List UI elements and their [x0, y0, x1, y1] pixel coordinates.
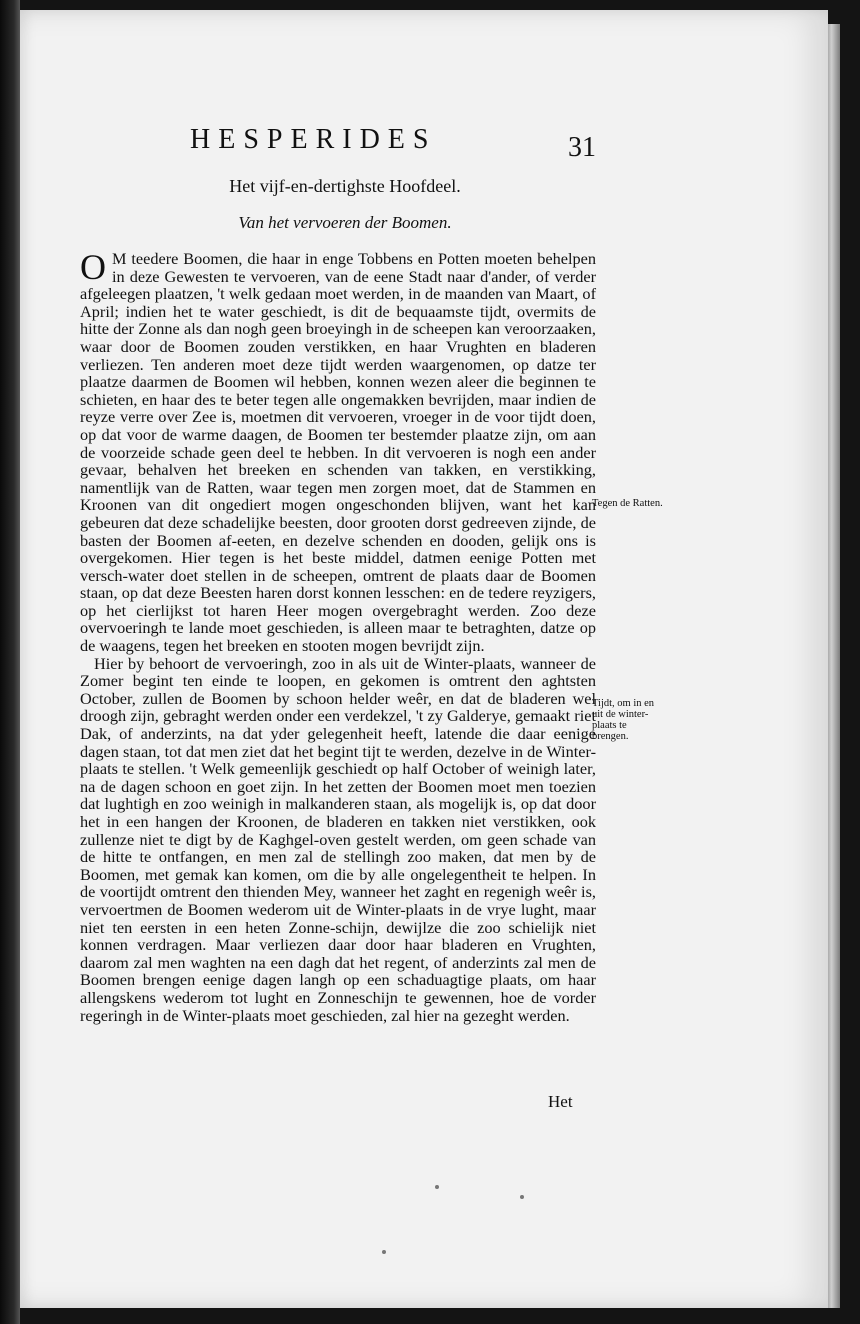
chapter-subtitle: Van het vervoeren der Boomen.: [238, 213, 452, 232]
catchword: Het: [548, 1092, 573, 1111]
running-title: HESPERIDES: [190, 124, 437, 155]
margin-note-rats: Tegen de Ratten.: [592, 498, 663, 509]
paper-spot: [382, 1250, 386, 1254]
chapter-title: Het vijf-en-dertighste Hoofdeel.: [229, 176, 461, 196]
paragraph-1: [80, 247, 596, 656]
body-text: [80, 247, 596, 1025]
page-number: 31: [568, 132, 596, 163]
paragraph-1-text: M teedere Boomen, die haar in enge Tobbens en Potten moeten behelpen in deze Gewesten te vervoeren, van de eene Stadt naar d'ander, of verder afgeleegen plaatzen, 't welk gedaan moet werden, in de maanden van Maart, of April; indien het te water geschiedt, is dit de bequaamste tijdt, overmits de hitte der Zonne als dan nogh geen broeyingh in de scheepen kan veroorzaaken, waar door de Boomen zouden verstikken, en haar Vrughten en bladeren verliezen. Ten anderen moet deze tijdt werden waargenomen, op datze ter plaatze daarmen de Boomen wil hebben, konnen wezen aleer die beginnen te schieten, en haar des te beter tegen alle ongemakken bevrijden, maar indien de reyze verre over Zee is, moetmen dit vervoeren, vroeger in de voor tijdt doen, op dat voor de warme daagen, de Boomen ter bestemder plaatze zijn, om aan de voorzeide schade geen deel te hebben. In dit vervoeren is nogh een ander gevaar, behalven het breeken en schenden van takken, en verstikking, namentlijk van de Ratten, waar tegen men zorgen moet, dat de Stammen en Kroonen van dit ongediert mogen ongeschonden blijven, want het kan gebeuren dat deze schadelijke beesten, door grooten dorst gedreeven zijnde, de basten der Boomen af-eeten, en dezelve schenden en dooden, gelijk ons is overgekomen. Hier tegen is het beste middel, datmen eenige Potten met versch-water doet stellen in de scheepen, omtrent de plaats daar de Boomen staan, op dat deze Beesten haren dorst konnen lesschen: en de tedere reyzigers, op het cierlijkst tot haren Heer mogen overgebraght werden. Zoo deze overvoeringh te lande moet geschieden, is alleen maar te betraghten, datze op de waagens, tegen het breeken en stooten mogen bevrijdt zijn.: [80, 249, 596, 656]
paper-spot: [435, 1185, 439, 1189]
drop-cap: O: [80, 247, 106, 287]
margin-note-winter-place: Tijdt, om in en uit de winter-plaats te brengen.: [592, 698, 655, 742]
book-spine-shadow: [0, 0, 20, 1324]
paper-spot: [520, 1195, 524, 1199]
paragraph-2: Hier by behoort de vervoeringh, zoo in als uit de Winter-plaats, wanneer de Zomer begint ten einde te loopen, en gekomen is omtrent den aghtsten October, zullen de Boomen by schoon helder weêr, en dat de bladeren wel droogh zijn, gebraght werden onder een verdekzel, 't zy Galderye, gemaakt riet Dak, of anderzints, na dat yder gelegenheit heeft, latende die daar eenige dagen staan, tot dat men ziet dat het begint tijt te werden, dezelve in de Winter-plaats te stellen. 't Welk gemeenlijk geschiedt op half October of weinigh later, na de dagen schoon en goet zijn. In het zetten der Boomen moet men toezien dat lughtigh en zoo weinigh in malkanderen staan, als mogelijk is, op dat door het in een hangen der Kroonen, de bladeren en takken niet verstikken, ook zullenze niet te digt by de Kaghgel-oven gestelt werden, om geen schade van de hitte te ontfangen, en men zal de stellingh zoo maken, dat men by de Boomen, met gemak kan komen, om die by alle ongelegentheit te helpen. In de voortijdt omtrent den thienden Mey, wanneer het zaght en regenigh weêr is, vervoertmen de Boomen wederom uit de Winter-plaats in de vrye lught, maar niet ten eersten in een heten Zonne-schijn, dewijlze die zoo schielijk niet konnen verdragen. Maar verliezen daar door haar bladeren en Vrughten, daarom zal men waghten na een dagh dat het regent, of anderzints zal men de Boomen brengen eenige dagen langh op een schaduagtige plaats, om haar allengskens wederom tot lught en Zonneschijn te gewennen, hoe de vorder regeringh in de Winter-plaats moet geschieden, zal hier na gezeght werden.: [80, 653, 596, 1025]
